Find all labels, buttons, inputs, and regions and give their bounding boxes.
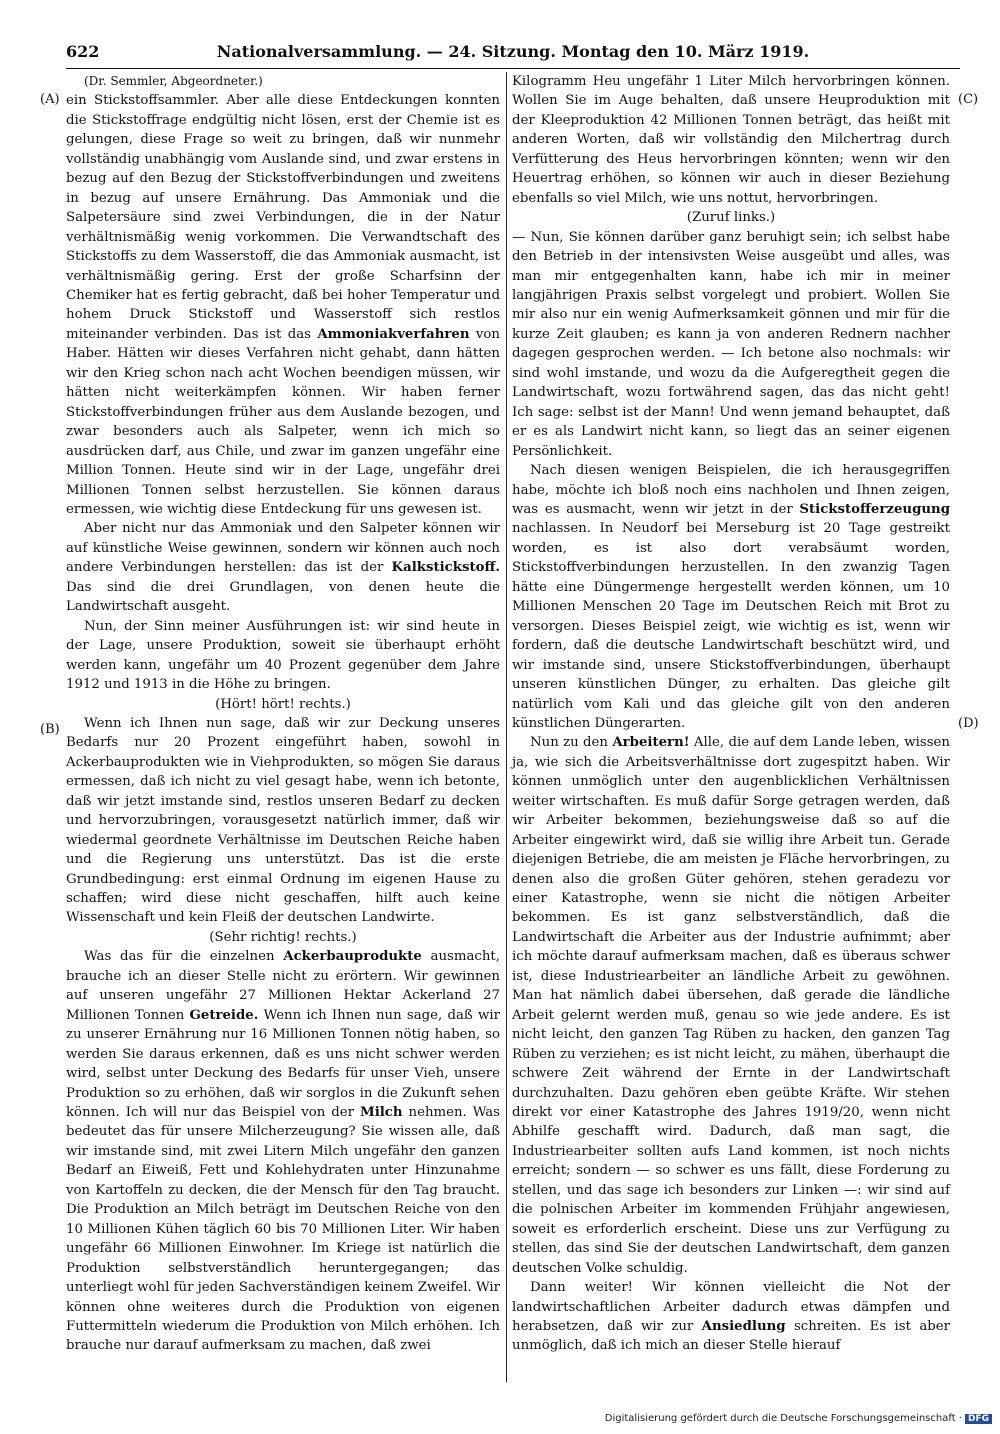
paragraph: Nun, der Sinn meiner Ausführungen ist: wir sind heute in der Lage, unsere Produktion, soweit sie überhaupt erhöht werden kann, ungefähr um 40 Prozent gegenüber dem Jahre 1912 und 1913 in die Höhe zu bringen. xyxy=(66,618,500,693)
page-header xyxy=(66,38,960,69)
speaker-label: (Dr. Semmler, Abgeordneter.) xyxy=(84,74,263,88)
emphasis-text: Ansiedlung xyxy=(701,1319,786,1334)
margin-marker-c: (C) xyxy=(958,92,979,107)
paragraph-text: Wenn ich Ihnen nun sage, daß wir zu unserer Ernährung nur 16 Millionen Tonnen nötig haben, so werden Sie daraus erkennen, daß es uns nicht schwer werden wird, selbst unter Deckung des Bedarfs für unser Vieh, unsere Produktion so zu erhöhen, daß wir sorglos in die Zukunft sehen können. Ich will nur das Beispiel von der xyxy=(66,1007,501,1121)
emphasis-text: Milch xyxy=(359,1105,403,1121)
paragraph-text: Aber nicht nur das Ammoniak und den Salpeter können wir auf künstliche Weise gewinnen, sondern wir können auch noch andere Verbindungen herstellen: das ist der xyxy=(66,521,500,576)
paragraph xyxy=(66,947,500,1356)
paragraph-text: Alle, die auf dem Lande leben, wissen ja, wie sich die Arbeitsverhältnisse dort zugespitzt haben. Wir können unmöglich unter den augenblicklichen Verhältnissen weiter wirtschaften. Es muß dafür Sorge getragen werden, daß wir Arbeiter bekommen, beziehungsweise daß so auf die Arbeiter eingewirkt wird, daß sie willig ihre Arbeit tun. Gerade diejenigen Betriebe, die am meisten je Fläche hervorbringen, zu denen also die großen Güter gehören, stehen geradezu vor einer Katastrophe, wenn sie nicht die nötigen Arbeiter bekommen. Es ist ganz selbstverständlich, daß die Landwirtschaft die Arbeiter aus der Industrie aufnimmt; aber ich möchte darauf aufmerksam machen, daß es überaus schwer ist, diese Industriearbeiter an ländliche Arbeit zu gewöhnen. Man hat nämlich dabei übersehen, daß gerade die ländliche Arbeit gelernt werden muß, genau so wie jede andere. Es ist nicht leicht, den ganzen Tag Rüben zu hacken, den ganzen Tag Rüben zu verziehen; es ist nicht leicht, zu mähen, überhaupt die schwere Zeit während der Ernte in der Landwirtschaft durchzuhalten. Dazu gehören eben geübte Kräfte. Wir stehen direkt vor einer Katastrophe des Jahres 1919/20, wenn nicht Abhilfe geschafft wird. Dadurch, daß man sagt, die Industriearbeiter sollten aufs Land kommen, ist noch nichts erreicht; sondern — so schwer es uns fällt, diese Forderung zu stellen, und das sage ich besonders zur Linken —: wir sind auf die polnischen Arbeiter im kommenden Frühjahr angewiesen, soweit es erforderlich erscheint. Diese uns zur Verfügung zu stellen, das sind Sie der deutschen Landwirtschaft, dem ganzen deutschen Volke schuldig. xyxy=(512,735,950,1276)
paragraph-text: nachlassen. In Neudorf bei Merseburg ist 20 Tage gestreikt worden, es ist also dort verabsäumt worden, Stickstoffverbindungen herzustellen. In den zwanzig Tagen hätte eine Düngermenge hergestellt werden können, um 10 Millionen Menschen 20 Tage im Deutschen Reich mit Brot zu versorgen. Dieses Beispiel zeigt, wie wichtig es ist, wenn wir fordern, daß die deutsche Landwirtschaft beschützt wird, und wir imstande sind, unsere Stickstoffverbindungen, überhaupt unseren künstlichen Dünger, zu erhalten. Das gleiche gilt natürlich vom Kali und das gleiche gilt von den anderen künstlichen Düngerarten. xyxy=(512,521,950,731)
page-number: 622 xyxy=(66,42,100,61)
paragraph xyxy=(66,519,500,616)
margin-marker-b: (B) xyxy=(40,722,60,737)
margin-marker-a: (A) xyxy=(40,92,60,107)
digitization-footer xyxy=(605,1413,992,1424)
paragraph-text: ausmacht, brauche ich an dieser Stelle nicht zu erörtern. Wir gewinnen auf unseren ungefähr 27 Millionen Hektar Ackerland 27 Millionen Tonnen xyxy=(66,949,500,1023)
paragraph: Kilogramm Heu ungefähr 1 Liter Milch hervorbringen können. Wollen Sie im Auge behalten, daß unsere Heuproduktion mit der Kleeproduktion 42 Millionen Tonnen beträgt, das heißt mit anderen Worten, daß wir vollständig den Milchertrag durch Verfütterung des Heus hervorbringen könnten; wenn wir den Heuertrag erhöhen, so können wir auch in dieser Beziehung ebenfalls so viel Milch, wie uns nottut, hervorbringen. xyxy=(512,74,950,206)
paragraph: — Nun, Sie können darüber ganz beruhigt sein; ich selbst habe den Betrieb in der intensivsten Weise ausgeübt und alles, was man mir entgegenhalten kann, habe ich mir in meiner langjährigen Praxis selbst vorgelegt und probiert. Wollen Sie mir also nur ein wenig Aufmerksamkeit gönnen und mir für die kurze Zeit glauben; es kann ja von anderen Rednern nachher dagegen gesprochen werden. — Ich betone also nochmals: wir sind wohl imstande, und wozu da die Aufgeregtheit gegen die Landwirtschaft, wozu fortwährend sagen, das das nicht geht! Ich sage: selbst ist der Mann! Und wenn jemand behauptet, daß er es als Landwirt nicht kann, so liegt das an seiner eigenen Persönlichkeit. xyxy=(512,229,950,459)
paragraph-text: Dann weiter! Wir können vielleicht die Not der landwirtschaftlichen Arbeiter dadurch etwas dämpfen und herabsetzen, daß wir zur xyxy=(512,1280,950,1334)
paragraph-text: Nach diesen wenigen Beispielen, die ich herausgegriffen habe, möchte ich bloß noch eins nachholen und Ihnen zeigen, was es ausmacht, wenn wir jetzt in der xyxy=(512,463,950,517)
paragraph-text: nehmen. Was bedeutet das für unsere Milcherzeugung? Sie wissen alle, daß wir imstande sind, mit zwei Litern Milch ungefähr den ganzen Bedarf an Eiweiß, Fett und Kohlehydraten unter Hinzunahme von Kartoffeln zu decken, die der Mensch für den Tag braucht. Die Produktion an Milch beträgt im Deutschen Reiche von den 10 Millionen Kühen täglich 60 bis 70 Millionen Liter. Wir haben ungefähr 66 Millionen Einwohner. Im Kriege ist natürlich die Produktion selbstverständlich heruntergegangen; das unterliegt wohl für jeden Sachverständigen keinem Zweifel. Wir können ohne weiteres durch die Produktion von eigenen Futtermitteln wiederum die Produktion von Milch erhöhen. Ich brauche nur darauf aufmerksam zu machen, daß zwei xyxy=(66,1105,500,1354)
paragraph xyxy=(512,461,950,733)
margin-marker-d: (D) xyxy=(958,716,979,731)
paragraph xyxy=(512,1278,950,1356)
paragraph-text: von Haber. Hätten wir dieses Verfahren nicht gehabt, dann hätten wir den Krieg schon nach acht Wochen beendigen müssen, wir hätten nicht weiterkämpfen können. Wir haben ferner Stickstoffverbindungen früher aus dem Auslande bezogen, und zwar besonders auch als Salpeter, wenn ich mich so ausdrücken darf, aus Chile, und zwar im ganzen ungefähr eine Million Tonnen. Heute sind wir in der Lage, ungefähr drei Millionen Tonnen selbst herzustellen. Sie können daraus ermessen, wie wichtig diese Entdeckung für uns gewesen ist. xyxy=(66,326,500,517)
emphasis-text: Kalkstickstoff. xyxy=(391,560,500,576)
right-column xyxy=(512,72,950,1356)
page-title: Nationalversammlung. — 24. Sitzung. Montag den 10. März 1919. xyxy=(216,42,810,61)
left-column xyxy=(66,72,500,1356)
column-divider xyxy=(506,72,507,1382)
interjection: (Zuruf links.) xyxy=(686,210,776,226)
paragraph-text: Nun zu den xyxy=(530,735,613,751)
emphasis-text: Ackerbauprodukte xyxy=(283,949,422,965)
footer-text: Digitalisierung gefördert durch die Deutsche Forschungsgemeinschaft · xyxy=(604,1413,962,1424)
paragraph-text: Das sind die drei Grundlagen, von denen heute die Landwirtschaft ausgeht. xyxy=(66,579,500,615)
emphasis-text: Stickstofferzeugung xyxy=(799,501,950,517)
emphasis-text: Getreide. xyxy=(189,1007,259,1023)
emphasis-text: Ammoniakverfahren xyxy=(317,326,470,342)
paragraph xyxy=(512,733,950,1278)
paragraph-text: ein Stickstoffsammler. Aber alle diese Entdeckungen konnten die Stickstoffrage endgültig nicht lösen, erst der Chemie ist es gelungen, diese Frage so weit zu bringen, daß wir nunmehr vollständig unabhängig vom Auslande sind, und zwar erstens in bezug auf den Bezug der Stickstoffverbindungen und zweitens in bezug auf unsere Ernährung. Das Ammoniak und die Salpetersäure sind zwei Verbindungen, die in der Natur verhältnismäßig wenig vorkommen. Die Verwandtschaft des Stickstoffs zu dem Wasserstoff, die das Ammoniak ausmacht, ist verhältnismäßig gering. Erst der große Scharfsinn der Chemiker hat es fertig gebracht, daß bei hoher Temperatur und hohem Druck Stickstoff und Wasserstoff sich restlos miteinander verbinden. Das ist das xyxy=(66,93,500,342)
interjection: (Hört! hört! rechts.) xyxy=(215,696,351,712)
emphasis-text: Arbeitern! xyxy=(612,735,690,751)
paragraph xyxy=(66,91,500,519)
dfg-logo: DFG xyxy=(965,1414,992,1424)
paragraph-text: Was das für die einzelnen xyxy=(84,949,284,965)
paragraph: Wenn ich Ihnen nun sage, daß wir zur Deckung unseres Bedarfs nur 20 Prozent eingeführt haben, sowohl in Ackerbauprodukten wie in Viehprodukten, so mögen Sie daraus ermessen, daß ich nicht zu viel gesagt habe, wenn ich betonte, daß wir jetzt imstande sind, restlos unseren Bedarf zu decken und hervorzubringen, vorausgesetzt natürlich immer, daß wir wiedermal geordnete Verhältnisse im Deutschen Reiche haben und die Regierung uns unterstützt. Das ist die erste Grundbedingung: erst einmal Ordnung im eigenen Hause zu schaffen; wird diese nicht geschaffen, hilft auch keine Wissenschaft und kein Fleiß der deutschen Landwirte. xyxy=(66,715,500,926)
interjection: (Sehr richtig! rechts.) xyxy=(209,929,357,945)
paragraph-text: schreiten. Es ist aber unmöglich, daß ich mich an dieser Stelle hierauf xyxy=(512,1319,951,1354)
